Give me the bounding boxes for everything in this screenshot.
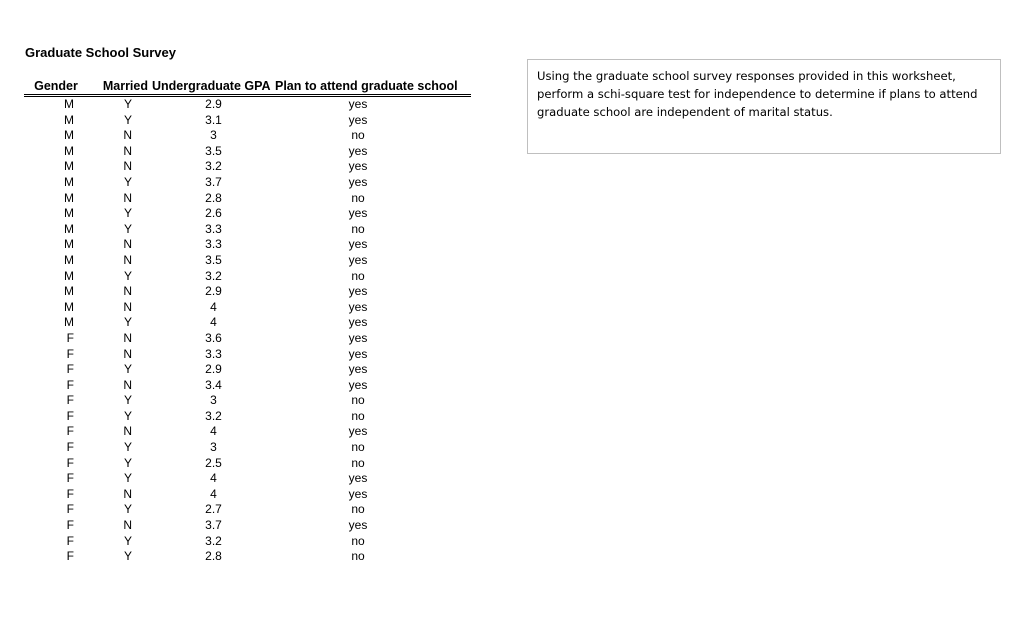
gender-cell[interactable]: F [66, 549, 74, 564]
married-cell[interactable]: N [123, 330, 132, 345]
table-row [24, 424, 471, 440]
married-cell[interactable]: N [123, 299, 132, 314]
married-cell[interactable]: Y [123, 174, 132, 189]
table-row [24, 393, 471, 409]
table-row [24, 222, 471, 238]
married-cell[interactable]: Y [123, 533, 132, 548]
plan-cell[interactable]: yes [348, 112, 368, 127]
married-cell[interactable]: N [123, 128, 132, 143]
plan-cell[interactable]: no [351, 440, 365, 455]
survey-table [24, 76, 471, 565]
plan-cell[interactable]: yes [348, 471, 368, 486]
plan-cell[interactable]: yes [348, 315, 368, 330]
gender-cell[interactable]: F [66, 424, 74, 439]
table-row [24, 315, 471, 331]
gender-cell[interactable]: M [64, 128, 74, 143]
gender-cell[interactable]: M [64, 174, 74, 189]
gender-cell[interactable]: F [66, 518, 74, 533]
gender-cell[interactable]: M [64, 252, 74, 267]
plan-cell[interactable]: no [351, 268, 365, 283]
gpa-cell[interactable]: 4 [210, 471, 217, 486]
plan-cell[interactable]: yes [348, 284, 368, 299]
table-row [24, 362, 471, 378]
table-row [24, 237, 471, 253]
table-row [24, 518, 471, 534]
gpa-cell[interactable]: 4 [210, 299, 217, 314]
married-cell[interactable]: Y [123, 502, 132, 517]
gender-cell[interactable]: F [66, 393, 74, 408]
gpa-cell[interactable]: 2.9 [205, 362, 222, 377]
married-cell[interactable]: Y [123, 206, 132, 221]
married-cell[interactable]: Y [123, 408, 132, 423]
gpa-cell[interactable]: 3.2 [205, 408, 222, 423]
gender-cell[interactable]: M [64, 299, 74, 314]
married-cell[interactable]: N [123, 252, 132, 267]
table-row [24, 487, 471, 503]
gpa-cell[interactable]: 3.5 [205, 143, 222, 158]
sheet-title: Graduate School Survey [25, 45, 176, 60]
table-row [24, 471, 471, 487]
plan-cell[interactable]: yes [348, 174, 368, 189]
gpa-cell[interactable]: 3.5 [205, 252, 222, 267]
instruction-text: Using the graduate school survey responses provided in this worksheet, perform a schi-square test for independence to determine if plans to attend graduate school are independent of marital status. [537, 69, 978, 119]
plan-cell[interactable]: no [351, 502, 365, 517]
gpa-cell[interactable]: 4 [210, 315, 217, 330]
gender-cell[interactable]: M [64, 206, 74, 221]
gender-cell[interactable]: M [64, 284, 74, 299]
gpa-cell[interactable]: 4 [210, 424, 217, 439]
married-cell[interactable]: N [123, 346, 132, 361]
table-row [24, 175, 471, 191]
header-gender[interactable]: Gender [24, 76, 88, 96]
plan-cell[interactable]: no [351, 393, 365, 408]
table-row [24, 331, 471, 347]
gpa-cell[interactable]: 2.5 [205, 455, 222, 470]
gender-cell[interactable]: F [66, 502, 74, 517]
plan-cell[interactable]: no [351, 190, 365, 205]
married-cell[interactable]: Y [123, 440, 132, 455]
plan-cell[interactable]: no [351, 533, 365, 548]
gpa-cell[interactable]: 3.1 [205, 112, 222, 127]
plan-cell[interactable]: yes [348, 377, 368, 392]
table-row [24, 534, 471, 550]
plan-cell[interactable]: no [351, 128, 365, 143]
married-cell[interactable]: N [123, 284, 132, 299]
gpa-cell[interactable]: 3.7 [205, 518, 222, 533]
gpa-cell[interactable]: 3.3 [205, 221, 222, 236]
gender-cell[interactable]: M [64, 159, 74, 174]
gender-cell[interactable]: M [64, 221, 74, 236]
gpa-cell[interactable]: 3.4 [205, 377, 222, 392]
married-cell[interactable]: Y [123, 268, 132, 283]
married-cell[interactable]: N [123, 159, 132, 174]
married-cell[interactable]: N [123, 143, 132, 158]
table-row [24, 409, 471, 425]
gender-cell[interactable]: F [66, 362, 74, 377]
table-row [24, 253, 471, 269]
married-cell[interactable]: Y [123, 362, 132, 377]
married-cell[interactable]: Y [123, 315, 132, 330]
plan-cell[interactable]: yes [348, 346, 368, 361]
header-row [24, 76, 471, 96]
gpa-cell[interactable]: 4 [210, 486, 217, 501]
gpa-cell[interactable]: 3.3 [205, 346, 222, 361]
plan-cell[interactable]: yes [348, 362, 368, 377]
header-married[interactable]: Married [88, 76, 152, 96]
plan-cell[interactable]: no [351, 549, 365, 564]
plan-cell[interactable]: yes [348, 330, 368, 345]
table-row [24, 502, 471, 518]
married-cell[interactable]: N [123, 190, 132, 205]
plan-cell[interactable]: yes [348, 206, 368, 221]
married-cell[interactable]: Y [123, 393, 132, 408]
gpa-cell[interactable]: 3.2 [205, 533, 222, 548]
married-cell[interactable]: N [123, 486, 132, 501]
gender-cell[interactable]: M [64, 237, 74, 252]
gender-cell[interactable]: M [64, 315, 74, 330]
table-row [24, 300, 471, 316]
married-cell[interactable]: Y [123, 549, 132, 564]
table-row [24, 378, 471, 394]
table-row [24, 113, 471, 129]
plan-cell[interactable]: yes [348, 299, 368, 314]
gpa-cell[interactable]: 3 [210, 440, 217, 455]
gpa-cell[interactable]: 3.3 [205, 237, 222, 252]
married-cell[interactable]: N [123, 518, 132, 533]
married-cell[interactable]: Y [123, 471, 132, 486]
gpa-cell[interactable]: 2.9 [205, 97, 222, 111]
plan-cell[interactable]: yes [348, 237, 368, 252]
header-gpa[interactable]: Undergraduate GPA [152, 76, 275, 96]
gpa-cell[interactable]: 2.8 [205, 190, 222, 205]
table-row [24, 159, 471, 175]
gpa-cell[interactable]: 2.6 [205, 206, 222, 221]
table-row [24, 206, 471, 222]
table-row [24, 96, 471, 113]
table-row [24, 191, 471, 207]
gpa-cell[interactable]: 3 [210, 393, 217, 408]
gender-cell[interactable]: F [66, 346, 74, 361]
married-cell[interactable]: N [123, 424, 132, 439]
gpa-cell[interactable]: 2.9 [205, 284, 222, 299]
gender-cell[interactable]: F [66, 377, 74, 392]
table-row [24, 456, 471, 472]
plan-cell[interactable]: yes [348, 252, 368, 267]
survey-body [24, 96, 471, 565]
married-cell[interactable]: Y [123, 221, 132, 236]
married-cell[interactable]: Y [123, 455, 132, 470]
gender-cell[interactable]: F [66, 533, 74, 548]
plan-cell[interactable]: no [351, 221, 365, 236]
header-plan[interactable]: Plan to attend graduate school [275, 76, 471, 96]
married-cell[interactable]: N [123, 377, 132, 392]
gender-cell[interactable]: F [66, 471, 74, 486]
instruction-textbox[interactable] [527, 59, 1001, 154]
plan-cell[interactable]: yes [348, 159, 368, 174]
plan-cell[interactable]: no [351, 455, 365, 470]
plan-cell[interactable]: yes [348, 143, 368, 158]
table-row [24, 144, 471, 160]
table-row [24, 440, 471, 456]
plan-cell[interactable]: yes [348, 518, 368, 533]
plan-cell[interactable]: yes [348, 424, 368, 439]
gender-cell[interactable]: F [66, 330, 74, 345]
gpa-cell[interactable]: 3 [210, 128, 217, 143]
gender-cell[interactable]: F [66, 486, 74, 501]
gpa-cell[interactable]: 2.8 [205, 549, 222, 564]
gpa-cell[interactable]: 2.7 [205, 502, 222, 517]
gpa-cell[interactable]: 3.2 [205, 159, 222, 174]
gpa-cell[interactable]: 3.6 [205, 330, 222, 345]
plan-cell[interactable]: yes [348, 486, 368, 501]
plan-cell[interactable]: yes [348, 97, 368, 111]
gpa-cell[interactable]: 3.2 [205, 268, 222, 283]
gpa-cell[interactable]: 3.7 [205, 174, 222, 189]
table-row [24, 128, 471, 144]
table-row [24, 269, 471, 285]
gender-cell[interactable]: M [64, 268, 74, 283]
married-cell[interactable]: N [123, 237, 132, 252]
gender-cell[interactable]: M [64, 97, 74, 111]
gender-cell[interactable]: M [64, 143, 74, 158]
table-row [24, 347, 471, 363]
gender-cell[interactable]: F [66, 455, 74, 470]
gender-cell[interactable]: M [64, 112, 74, 127]
gender-cell[interactable]: F [66, 408, 74, 423]
gender-cell[interactable]: F [66, 440, 74, 455]
table-row [24, 549, 471, 565]
married-cell[interactable]: Y [123, 97, 132, 111]
married-cell[interactable]: Y [123, 112, 132, 127]
table-row [24, 284, 471, 300]
plan-cell[interactable]: no [351, 408, 365, 423]
gender-cell[interactable]: M [64, 190, 74, 205]
